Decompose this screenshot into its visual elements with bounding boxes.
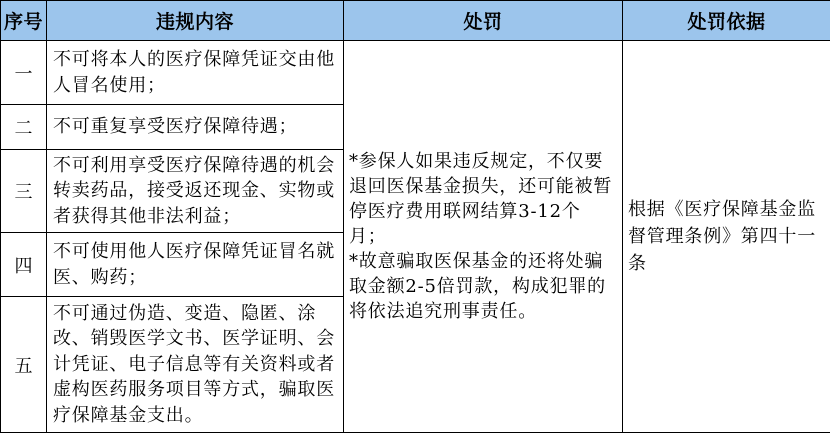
header-cell-content: 违规内容 (47, 1, 344, 41)
table-header-row (1, 1, 830, 41)
penalty-paragraph: *参保人如果违反规定，不仅要退回医保基金损失，还可能被暂停医疗费用联网结算3-12个月； (349, 151, 613, 247)
row-index-cell: 三 (1, 150, 47, 233)
row-index-cell: 四 (1, 233, 47, 297)
penalty-cell (344, 41, 623, 433)
violation-content-cell: 不可使用他人医疗保障凭证冒名就医、购药； (47, 233, 344, 297)
violation-content-cell: 不可将本人的医疗保障凭证交由他人冒名使用； (47, 41, 344, 105)
row-index-cell: 五 (1, 297, 47, 433)
row-index-cell: 一 (1, 41, 47, 105)
violation-content-cell: 不可重复享受医疗保障待遇； (47, 105, 344, 150)
header-cell-basis: 处罚依据 (623, 1, 830, 41)
header-cell-index: 序号 (1, 1, 47, 41)
violation-content-cell: 不可通过伪造、变造、隐匿、涂改、销毁医学文书、医学证明、会计凭证、电子信息等有关资料或者虚构医药服务项目等方式，骗取医疗保障基金支出。 (47, 297, 344, 433)
row-index-cell: 二 (1, 105, 47, 150)
table-row (1, 41, 830, 105)
penalty-basis-cell: 根据《医疗保障基金监督管理条例》第四十一条 (623, 41, 830, 433)
header-cell-penalty: 处罚 (344, 1, 623, 41)
penalty-paragraph: *故意骗取医保基金的还将处骗取金额2-5倍罚款，构成犯罪的将依法追究刑事责任。 (349, 251, 606, 322)
violation-content-cell: 不可利用享受医疗保障待遇的机会转卖药品，接受返还现金、实物或者获得其他非法利益； (47, 150, 344, 233)
